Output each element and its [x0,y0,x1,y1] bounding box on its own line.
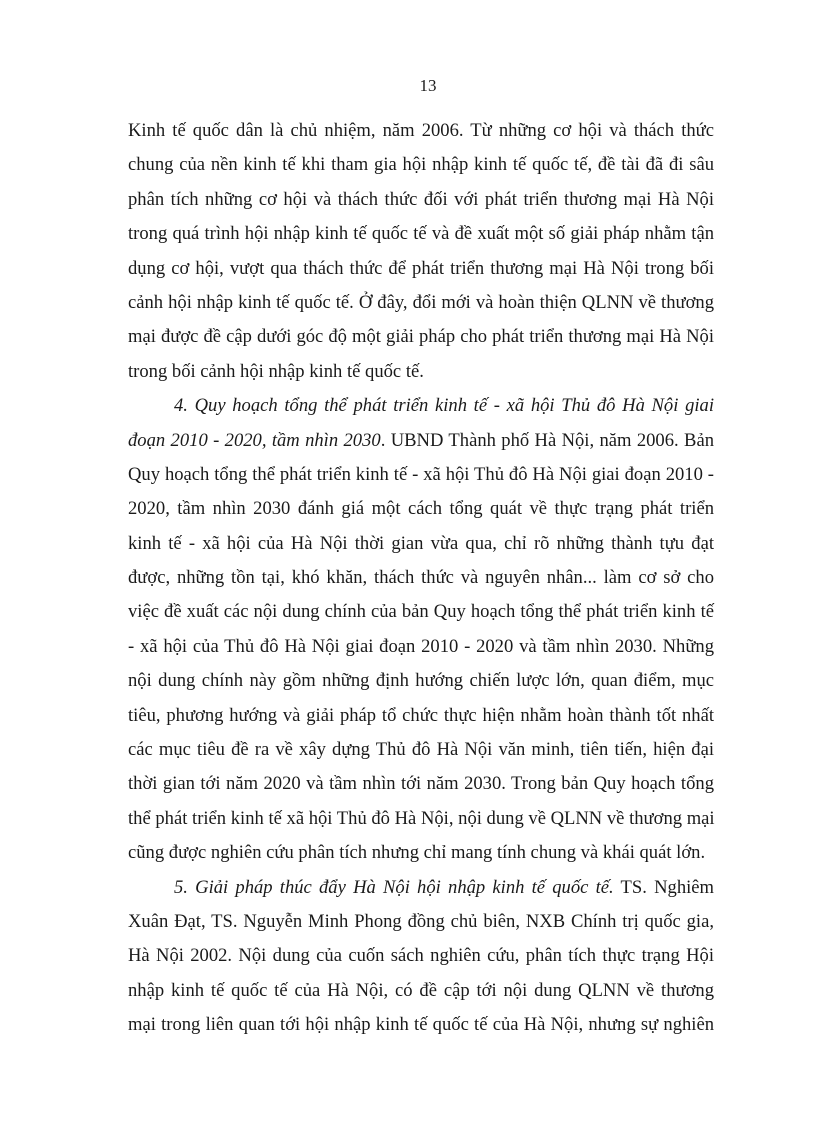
text-line: cảnh hội nhập kinh tế quốc tế. Ở đây, đổi mới và hoàn thiện QLNN về thương [128,291,714,313]
text-line: các mục tiêu đề ra về xây dựng Thủ đô Hà Nội văn minh, tiên tiến, hiện đại [128,739,714,761]
text-line: cũng được nghiên cứu phân tích nhưng chỉ mang tính chung và khái quát lớn. [128,842,706,864]
reference-title-line: 4. Quy hoạch tổng thể phát triển kinh tế - xã hội Thủ đô Hà Nội giai [174,395,714,417]
text-line: nội dung chính này gồm những định hướng chiến lược lớn, quan điểm, mục [128,670,714,692]
paragraph-item-4 [128,389,714,870]
text-line: dụng cơ hội, vượt qua thách thức để phát triển thương mại Hà Nội trong bối [128,257,714,279]
text-line: nhập kinh tế quốc tế của Hà Nội, có đề cập tới nội dung QLNN về thương [128,979,714,1001]
text-line: kinh tế - xã hội của Hà Nội thời gian vừa qua, chỉ rõ những thành tựu đạt [128,532,714,554]
text-line: trong quá trình hội nhập kinh tế quốc tế và đề xuất một số giải pháp nhằm tận [128,223,714,245]
text-line: thời gian tới năm 2020 và tầm nhìn tới năm 2030. Trong bản Quy hoạch tổng [128,773,714,795]
text-line: chung của nền kinh tế khi tham gia hội nhập kinh tế quốc tế, đề tài đã đi sâu [128,154,714,176]
text-line: mại được đề cập dưới góc độ một giải pháp cho phát triển thương mại Hà Nội [128,326,714,348]
text-line: được, những tồn tại, khó khăn, thách thức và nguyên nhân... làm cơ sở cho [128,567,714,589]
text-line: việc đề xuất các nội dung chính của bản Quy hoạch tổng thể phát triển kinh tế [128,601,714,623]
text-line [128,424,714,458]
text-line: tiêu, phương hướng và giải pháp tổ chức thực hiện nhằm hoàn thành tốt nhất [128,704,714,726]
document-body [128,114,714,1043]
reference-title-tail: đoạn 2010 - 2020, tầm nhìn 2030 [128,429,381,451]
text-line: trong bối cảnh hội nhập kinh tế quốc tế. [128,360,424,382]
text-line: mại trong liên quan tới hội nhập kinh tế quốc tế của Hà Nội, nhưng sự nghiên [128,1014,714,1036]
reference-title: 5. Giải pháp thúc đẩy Hà Nội hội nhập kinh tế quốc tế. [174,876,614,898]
text-line: Xuân Đạt, TS. Nguyễn Minh Phong đồng chủ biên, NXB Chính trị quốc gia, [128,910,714,932]
reference-source: . UBND Thành phố Hà Nội, năm 2006. Bản [380,429,714,451]
text-line: 2020, tầm nhìn 2030 đánh giá một cách tổng quát về thực trạng phát triển [128,498,714,520]
text-line: Quy hoạch tổng thể phát triển kinh tế - xã hội Thủ đô Hà Nội giai đoạn 2010 - [128,463,714,485]
paragraph-item-5 [128,871,714,1043]
text-line [128,871,714,905]
text-line: thể phát triển kinh tế xã hội Thủ đô Hà Nội, nội dung về QLNN về thương mại [128,807,715,829]
text-line: - xã hội của Thủ đô Hà Nội giai đoạn 2010 - 2020 và tầm nhìn 2030. Những [128,635,714,657]
page-number: 13 [419,76,437,95]
text-line: Hà Nội 2002. Nội dung của cuốn sách nghiên cứu, phân tích thực trạng Hội [128,945,714,967]
reference-authors: TS. Nghiêm [613,876,714,898]
text-line: phân tích những cơ hội và thách thức đối với phát triển thương mại Hà Nội [128,188,714,210]
paragraph-1 [128,114,714,389]
text-line: Kinh tế quốc dân là chủ nhiệm, năm 2006. Từ những cơ hội và thách thức [128,120,714,141]
